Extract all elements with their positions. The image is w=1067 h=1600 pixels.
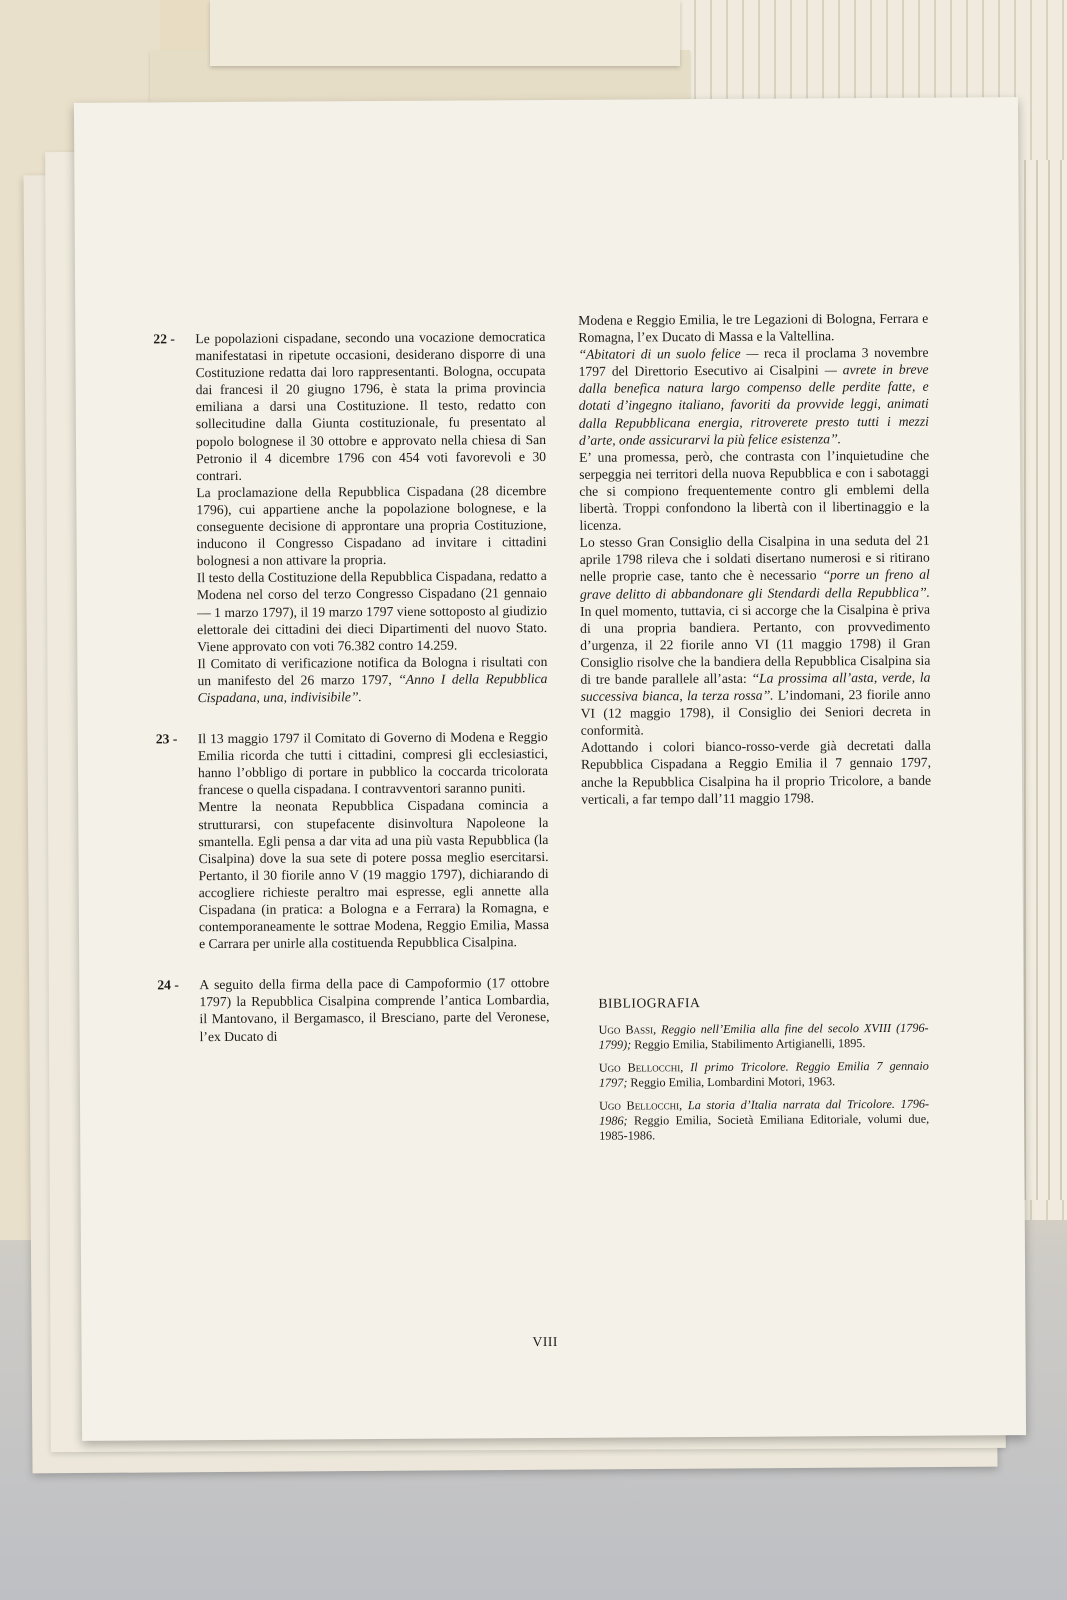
numbered-entry (155, 728, 549, 952)
text-span: Il testo della Costituzione della Repubblica Cispadana, redatto a Modena nel corso del terzo Congresso Cispadano (21 gennaio — 1 marzo 1797), il 19 marzo 1797 viene sottoposto al giudizio elettorale dei cittadini dei dieci Dipartimenti del nuovo Stato. Viene approvato con voti 76.382 contro 14.259. (196, 568, 548, 654)
bibliography-publication: Reggio Emilia, Stabilimento Artigianelli, 1895. (631, 1036, 866, 1052)
text-span: Le popolazioni cispadane, secondo una vocazione democratica manifestatasi in ripetute occasioni, desiderano disporre di una Costituzione redatta dai loro rappresentanti. Bologna, occupata dai francesi il 20 giugno 1796, è stata la prima provincia emiliana a darsi una Costituzione. Il testo, redatto con sollecitudine dalla Giunta costituzionale, fu presentato al popolo bolognese il 30 ottobre e approvato nella chiesa di San Petronio il 4 dicembre 1796 con 454 voti favorevoli e 30 contrari. (195, 329, 547, 483)
numbered-entry (153, 328, 548, 706)
right-column (578, 310, 931, 808)
paragraph (199, 974, 549, 1045)
bibliography-author: Ugo Bassi, (598, 1022, 657, 1037)
entry-number: 22 - (153, 331, 175, 347)
bibliography-work-title: La storia d’Italia narrata dal Tricolore. 1796-1986; (599, 1096, 930, 1128)
numbered-entry (157, 974, 550, 1045)
italic-quote: ‘‘Abitatori di un suolo felice — (578, 345, 759, 363)
bibliography-author: Ugo Bellocchi, (599, 1098, 683, 1113)
italic-quote: — avrete in breve dalla benefica natura largo compenso delle perdite fatte, e dotati d’ingegno italiano, favoriti da provvide leggi, animati dalla Repubblicana energia, ritroverete presto tutti i mezzi d’arte, onde assicurarvi la più felice esistenza’’. (578, 361, 929, 448)
text-span: L’indomani, 23 fiorile anno VI (12 maggio 1798), il Consiglio dei Seniori decreta in conformità. (580, 686, 931, 739)
bibliography-list (599, 1021, 930, 1144)
entry-number: 24 - (157, 977, 179, 993)
bibliography-work-title: Reggio nell’Emilia alla fine del secolo XVIII (1796-1799); (598, 1020, 929, 1052)
bibliography-entry (599, 1097, 929, 1144)
paragraph (197, 653, 547, 706)
paragraph (580, 532, 931, 739)
text-span: E’ una promessa, però, che contrasta con l’inquietudine che serpeggia nei territori della nuova Repubblica e con i sabotaggi che si compiono frequentemente contro gli emblemi della libertà. Troppi confondono la libertà con il libertinaggio e la licenza. (579, 447, 930, 533)
text-span: In quel momento, tuttavia, ci si accorge che la Cisalpina è priva di una propria bandiera. Pertanto, con provvedimento d’urgenza, il 22 fiorile anno VI (11 maggio 1798) il Gran Consiglio risolve che la bandiera della Repubblica Cisalpina sia di tre bande parallele all’asta: (579, 601, 931, 687)
text-span: Il Comitato di verificazione notifica da Bologna i risultati con un manifesto del 26 marzo 1797, (197, 653, 548, 689)
paragraph (198, 728, 548, 799)
bibliography (598, 994, 929, 1152)
italic-quote: ‘‘La prossima all’asta, verde, la successiva bianca, la terza rossa’’. (580, 669, 931, 704)
bibliography-publication: Reggio Emilia, Lombardini Motori, 1963. (627, 1074, 836, 1090)
bibliography-publication: Reggio Emilia, Società Emiliana Editoriale, volumi due, 1985-1986. (599, 1111, 930, 1143)
paragraph (198, 796, 549, 952)
paragraph (579, 446, 930, 534)
paragraph (197, 567, 548, 655)
paragraph (196, 482, 547, 570)
text-span: reca il proclama 3 novembre 1797 del Direttorio Esecutivo ai Cisalpini (578, 344, 929, 380)
text-span: La proclamazione della Repubblica Cispadana (28 dicembre 1796), cui appartiene anche la popolazione bolognese, e la conseguente decisione di approntare una propria Costituzione, inducono il Congresso Cispadano ad invitare i cittadini bolognesi a non attivare la propria. (196, 482, 547, 569)
italic-quote: ‘‘porre un freno al grave delitto di abbandonare gli Stendardi della Repubblica’’. (579, 567, 930, 602)
text-span: Modena e Reggio Emilia, le tre Legazioni di Bologna, Ferrara e Romagna, l’ex Ducato di Massa e la Valtellina. (578, 310, 929, 345)
paragraph (581, 737, 931, 808)
background-sheet-top (210, 0, 680, 66)
text-span: A seguito della firma della pace di Campoformio (17 ottobre 1797) la Repubblica Cisalpina comprende l’antica Lombardia, il Mantovano, il Bergamasco, il Bresciano, parte del Veronese, l’ex Ducato di (199, 975, 550, 1044)
entry-number: 23 - (155, 731, 178, 747)
text-span: Mentre la neonata Repubblica Cispadana comincia a strutturarsi, con stupefacente disinvoltura Napoleone la smantella. Egli pensa a dar vita ad una più vasta Repubblica (la Cisalpina) dove la sua sete di potere possa meglio esercitarsi. Pertanto, il 30 fiorile anno V (19 maggio 1797), dichiarando di accogliere richieste peraltro mai espresse, egli annette alla Cispadana (in pratica: a Bologna e a Ferrara) la Romagna, e contemporaneamente le sottrae Modena, Reggio Emilia, Massa e Carrara per unirle alla costituenda Repubblica Cisalpina. (198, 797, 549, 952)
paragraph (578, 310, 928, 346)
paragraph (578, 344, 929, 449)
bibliography-entry (599, 1021, 929, 1053)
bibliography-title: BIBLIOGRAFIA (598, 995, 701, 1011)
text-span: Adottando i colori bianco-rosso-verde già decretati dalla Repubblica Cispadana a Reggio Emilia il 7 gennaio 1797, anche la Repubblica Cisalpina ha il proprio Tricolore, a bande verticali, a far tempo dall’11 maggio 1798. (580, 738, 932, 807)
text-span: Il 13 maggio 1797 il Comitato di Governo di Modena e Reggio Emilia ricorda che tutti i cittadini, compresi gli ecclesiastici, hanno l’obbligo di portare in pubblico la coccarda tricolorata francese o quella cispadana. I contravventori saranno puniti. (197, 729, 549, 798)
text-span: Lo stesso Gran Consiglio della Cisalpina in una seduta del 21 aprile 1798 rileva che i soldati disertano numerosi e si ritirano nelle proprie case, tanto che è necessario (579, 532, 930, 585)
page-number: VIII (532, 1333, 558, 1350)
bibliography-author: Ugo Bellocchi, (598, 1060, 684, 1075)
italic-quote: ‘‘Anno I della Repubblica Cispadana, una, indivisibile’’. (197, 670, 548, 706)
bibliography-work-title: Il primo Tricolore. Reggio Emilia 7 gennaio 1797; (598, 1058, 929, 1090)
document-page (74, 97, 1026, 1441)
bibliography-entry (599, 1059, 929, 1091)
paragraph (195, 328, 546, 484)
left-column (153, 328, 550, 1069)
